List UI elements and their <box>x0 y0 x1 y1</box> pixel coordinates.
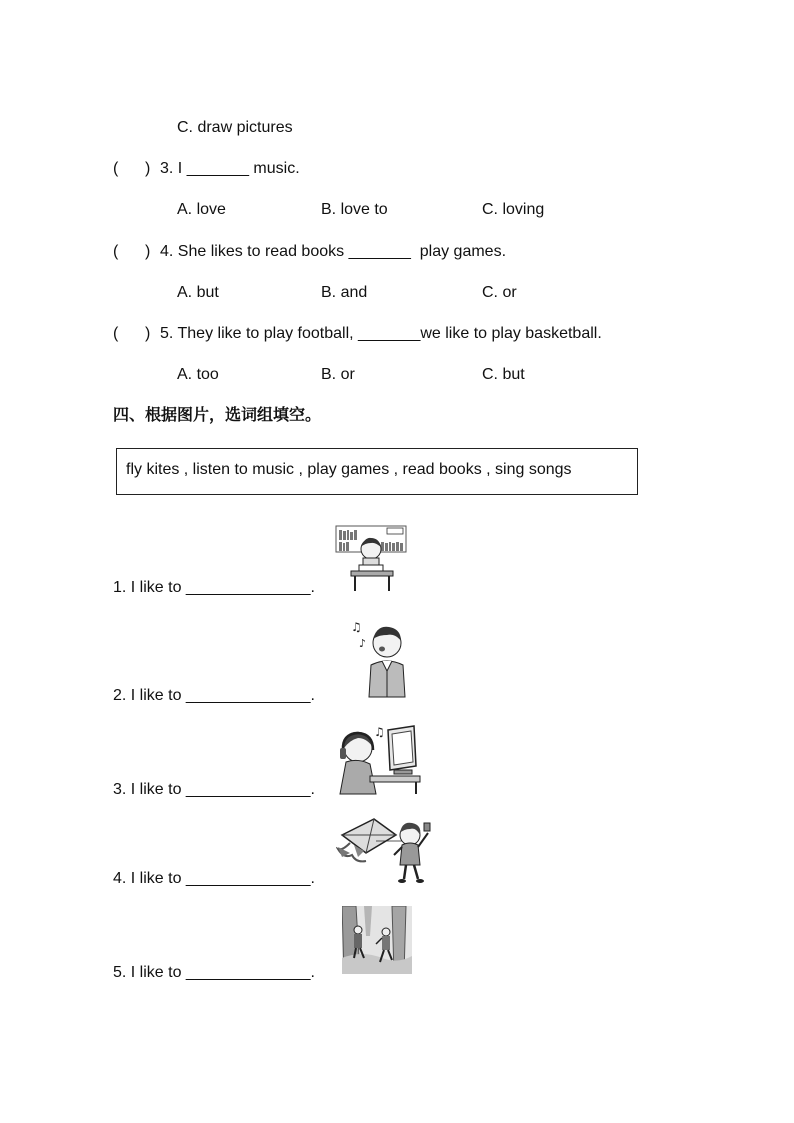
q5-blank[interactable]: _______ <box>358 325 421 342</box>
svg-text:♪: ♪ <box>359 637 367 650</box>
fill-item-2-label: 2. I like to <box>113 687 186 704</box>
q4-answer-paren[interactable]: ( ) <box>113 243 151 260</box>
boy-flying-kite-picture <box>336 815 438 885</box>
boy-reading-in-library-picture <box>335 525 407 593</box>
fill-item-4-label: 4. I like to <box>113 870 186 887</box>
word-bank-text: fly kites , listen to music , play games , read books , sing songs <box>126 461 572 478</box>
q5-stem <box>160 324 602 344</box>
section-4-title: 四、根据图片，选词组填空。 <box>113 407 322 424</box>
fill-item-5 <box>113 963 315 983</box>
fill-item-2-blank[interactable]: ______________ <box>185 687 311 704</box>
word-bank-box <box>116 448 638 495</box>
q3-answer-paren[interactable]: ( ) <box>113 160 151 177</box>
q3-option-a[interactable]: A. love <box>177 201 226 218</box>
q4-stem-pre: 4. She likes to read books <box>160 243 349 260</box>
fill-item-4 <box>113 869 315 889</box>
children-running-in-woods-picture <box>342 906 412 974</box>
fill-item-1 <box>113 578 315 598</box>
q4-option-c[interactable]: C. or <box>482 284 517 301</box>
q4-stem <box>160 242 506 262</box>
q5-stem-post: we like to play basketball. <box>420 325 602 342</box>
fill-item-5-blank[interactable]: ______________ <box>185 964 311 981</box>
fill-item-1-label: 1. I like to <box>113 579 186 596</box>
q3-stem-pre: 3. I <box>160 160 187 177</box>
q5-option-b[interactable]: B. or <box>321 366 355 383</box>
fill-item-3-end: . <box>310 781 315 798</box>
boy-singing-music-notes-picture <box>349 617 411 699</box>
fill-item-4-end: . <box>310 870 315 887</box>
fill-item-3-blank[interactable]: ______________ <box>185 781 311 798</box>
q3-stem-post: music. <box>248 160 300 177</box>
fill-item-1-end: . <box>310 579 315 596</box>
q5-option-c[interactable]: C. but <box>482 366 525 383</box>
q2-option-c: C. draw pictures <box>177 119 293 136</box>
fill-item-3 <box>113 780 315 800</box>
q4-option-b[interactable]: B. and <box>321 284 368 301</box>
q4-blank[interactable]: _______ <box>348 243 411 260</box>
fill-item-5-label: 5. I like to <box>113 964 186 981</box>
svg-text:♫: ♫ <box>351 620 362 634</box>
q3-stem <box>160 159 300 179</box>
fill-item-2-end: . <box>310 687 315 704</box>
q3-option-b[interactable]: B. love to <box>321 201 388 218</box>
fill-item-3-label: 3. I like to <box>113 781 186 798</box>
svg-text:♫: ♫ <box>374 725 385 739</box>
q5-stem-pre: 5. They like to play football, <box>160 325 359 342</box>
q3-option-c[interactable]: C. loving <box>482 201 545 218</box>
q4-option-a[interactable]: A. but <box>177 284 219 301</box>
boy-with-headphones-at-computer-picture <box>336 722 424 796</box>
fill-item-4-blank[interactable]: ______________ <box>185 870 311 887</box>
fill-item-5-end: . <box>310 964 315 981</box>
q5-option-a[interactable]: A. too <box>177 366 219 383</box>
fill-item-2 <box>113 686 315 706</box>
q3-blank[interactable]: _______ <box>186 160 249 177</box>
fill-item-1-blank[interactable]: ______________ <box>185 579 311 596</box>
q5-answer-paren[interactable]: ( ) <box>113 325 151 342</box>
q4-stem-post: play games. <box>410 243 507 260</box>
